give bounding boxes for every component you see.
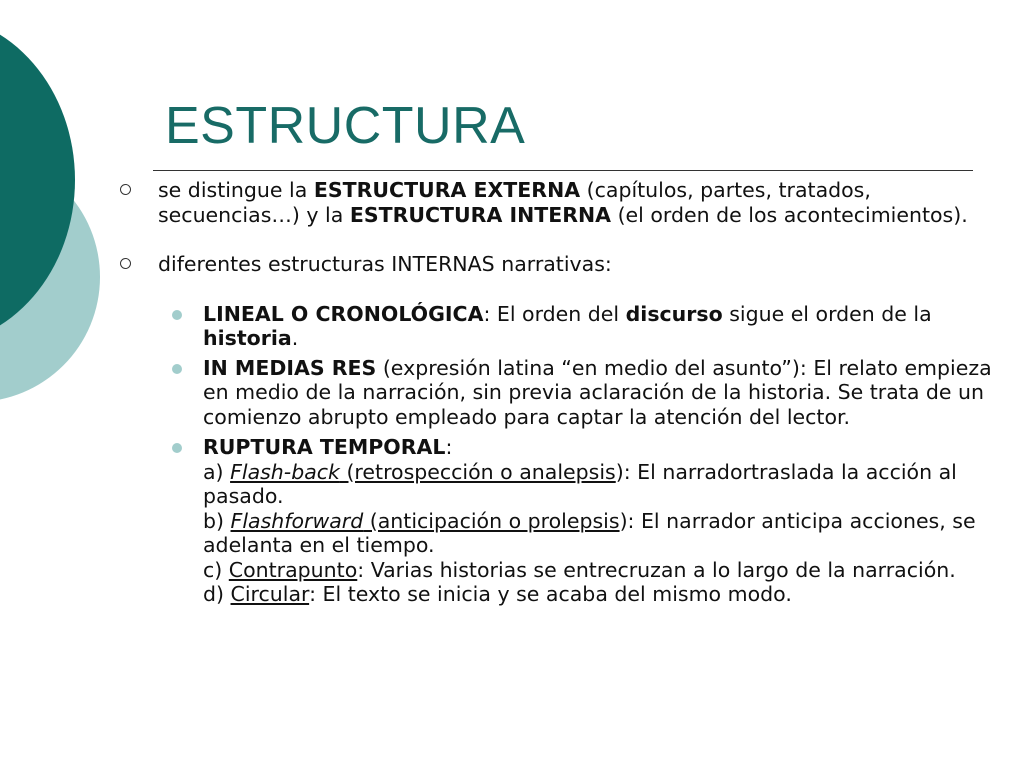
slide-title: ESTRUCTURA bbox=[165, 97, 526, 155]
hollow-circle-icon bbox=[120, 258, 131, 269]
bullet-text: se distingue la bbox=[158, 178, 314, 202]
ruptura-line-flashforward bbox=[203, 509, 1000, 558]
ruptura-line-circular bbox=[203, 582, 1000, 607]
sub-bullet-heading bbox=[203, 435, 1000, 460]
sub-bullet-ruptura-temporal bbox=[120, 435, 1000, 607]
bullet-text: (capítulos, partes, tratados, secuencias…) y la bbox=[158, 178, 871, 227]
bullet-text: (el orden de los acontecimientos). bbox=[611, 202, 968, 227]
term-rest: (anticipación o prolepsis bbox=[363, 508, 620, 533]
sub-bullet-emphasis: discurso bbox=[625, 301, 723, 326]
sub-bullet-emphasis: RUPTURA TEMPORAL bbox=[203, 435, 446, 459]
sub-bullet-text: sigue el orden de la bbox=[722, 301, 932, 326]
bullet-estructuras-internas bbox=[120, 252, 1000, 277]
line-text: : El texto se inicia y se acaba del mismo modo. bbox=[309, 582, 792, 606]
bullet-text: diferentes estructuras INTERNAS narrativas: bbox=[158, 252, 612, 276]
line-prefix: d) bbox=[203, 582, 231, 606]
hollow-circle-icon bbox=[120, 184, 131, 195]
filled-circle-icon bbox=[172, 310, 182, 320]
slide-body bbox=[120, 178, 1000, 607]
line-prefix: b) bbox=[203, 508, 231, 533]
bullet-estructura bbox=[120, 178, 1000, 227]
line-prefix: c) bbox=[203, 557, 229, 582]
line-text: ): El narrador anticipa acciones, se adelanta en el tiempo. bbox=[203, 508, 976, 557]
sub-bullet-text: (expresión latina “en medio del asunto”): El relato empieza en medio de la narración, sin previa aclaración de la historia. Se trata de un comienzo abrupto empleado para captar la atención del lector. bbox=[203, 355, 992, 429]
sub-bullet-emphasis: historia bbox=[203, 326, 292, 350]
sub-bullet-emphasis: IN MEDIAS RES bbox=[203, 355, 377, 380]
term-rest: (retrospección o analepsis bbox=[339, 459, 616, 484]
line-text: : Varias historias se entrecruzan a lo largo de la narración. bbox=[357, 557, 956, 582]
sub-bullet-in-medias-res bbox=[120, 356, 1000, 430]
line-prefix: a) bbox=[203, 459, 231, 484]
bullet-emphasis: ESTRUCTURA EXTERNA bbox=[313, 178, 581, 202]
ruptura-line-contrapunto bbox=[203, 558, 1000, 583]
term-flashforward bbox=[231, 509, 620, 533]
sub-bullet-text: : El orden del bbox=[483, 301, 626, 326]
term-italic: Flash-back bbox=[230, 459, 340, 484]
term-italic: Flashforward bbox=[230, 508, 364, 533]
ruptura-line-flashback bbox=[203, 460, 1000, 509]
term-flashback bbox=[230, 460, 616, 484]
filled-circle-icon bbox=[172, 443, 182, 453]
bullet-emphasis: ESTRUCTURA INTERNA bbox=[349, 202, 612, 227]
sub-bullet-lineal bbox=[120, 302, 1000, 351]
title-divider bbox=[153, 170, 973, 171]
sub-bullet-text: . bbox=[291, 326, 299, 350]
term-circular: Circular bbox=[230, 582, 310, 606]
term-contrapunto: Contrapunto bbox=[228, 557, 358, 582]
line-text: ): El narradortraslada la acción al pasado. bbox=[203, 459, 957, 508]
sub-bullet-emphasis: LINEAL O CRONOLÓGICA bbox=[203, 301, 484, 326]
sub-bullet-text: : bbox=[445, 435, 453, 459]
filled-circle-icon bbox=[172, 364, 182, 374]
